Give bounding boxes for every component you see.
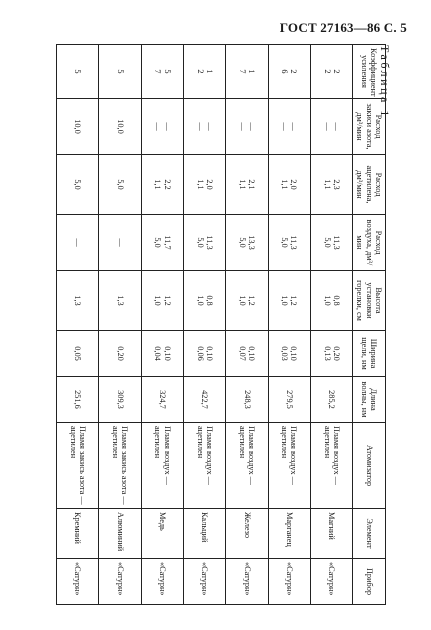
air-flow-cell <box>57 215 99 271</box>
air-flow-cell-value: 11,7 <box>162 235 172 250</box>
slit-width-cell-value: 0,20 <box>115 346 125 361</box>
gain-cell <box>226 45 268 99</box>
nitrous-oxide-flow-cell-value: — <box>280 122 290 131</box>
burner-height-cell <box>268 271 310 331</box>
nitrous-oxide-flow-cell-value: — <box>162 122 172 131</box>
wavelength-cell: 309,3 <box>99 377 141 423</box>
acetylene-flow-cell-value: 1,1 <box>322 179 332 190</box>
nitrous-oxide-flow-cell <box>310 99 352 155</box>
acetylene-flow-cell <box>99 155 141 215</box>
nitrous-oxide-flow-cell-value: — <box>204 122 214 131</box>
table-row <box>141 45 183 605</box>
burner-height-cell-value: 1,0 <box>153 295 163 306</box>
acetylene-flow-cell-value: 2,0 <box>204 179 214 190</box>
acetylene-flow-cell-value: 1,1 <box>195 179 205 190</box>
acetylene-flow-cell <box>141 155 183 215</box>
burner-height-cell <box>310 271 352 331</box>
wavelength-cell: 248,3 <box>226 377 268 423</box>
data-table <box>56 44 386 605</box>
slit-width-cell-value: 0,10 <box>289 346 299 361</box>
nitrous-oxide-flow-cell-value: — <box>237 122 247 131</box>
atomizer-cell: Пламя воздух — ацетилен <box>310 423 352 509</box>
nitrous-oxide-flow-cell-value: — <box>247 122 257 131</box>
burner-height-cell-value: 1,2 <box>247 295 257 306</box>
gain-cell <box>57 45 99 99</box>
gain-cell-value: 1 <box>247 69 257 74</box>
element-cell: Медь <box>141 509 183 559</box>
column-header: Расход закиси азота, дм³/мин <box>353 99 386 155</box>
acetylene-flow-cell-value: 1,1 <box>237 179 247 190</box>
air-flow-cell <box>141 215 183 271</box>
gain-cell <box>268 45 310 99</box>
burner-height-cell <box>99 271 141 331</box>
burner-height-cell-value: 0,8 <box>204 295 214 306</box>
air-flow-cell-value: 5,0 <box>153 237 163 248</box>
acetylene-flow-cell-value: 2,2 <box>162 179 172 190</box>
slit-width-cell-value: 0,13 <box>322 346 332 361</box>
device-cell: «Сатурн» <box>268 559 310 605</box>
burner-height-cell-value: 1,0 <box>280 295 290 306</box>
element-cell: Кремний <box>57 509 99 559</box>
gain-cell-value: 6 <box>280 69 290 74</box>
column-header: Длина волны, нм <box>353 377 386 423</box>
column-header: Коэффициент усиления <box>353 45 386 99</box>
burner-height-cell <box>183 271 225 331</box>
air-flow-cell-value: — <box>73 238 83 247</box>
nitrous-oxide-flow-cell-value: — <box>322 122 332 131</box>
element-cell: Алюминий <box>99 509 141 559</box>
table-row <box>268 45 310 605</box>
burner-height-cell-value: 0,8 <box>331 295 341 306</box>
acetylene-flow-cell-value: 1,1 <box>153 179 163 190</box>
nitrous-oxide-flow-cell-value: — <box>195 122 205 131</box>
device-cell: «Сатурн» <box>310 559 352 605</box>
column-header: Ширина щели, нм <box>353 331 386 377</box>
slit-width-cell <box>268 331 310 377</box>
gain-cell-value: 2 <box>322 69 332 74</box>
acetylene-flow-cell <box>57 155 99 215</box>
burner-height-cell-value: 1,3 <box>73 295 83 306</box>
wavelength-cell: 324,7 <box>141 377 183 423</box>
atomizer-cell: Пламя воздух — ацетилен <box>141 423 183 509</box>
slit-width-cell-value: 0,07 <box>237 346 247 361</box>
slit-width-cell-value: 0,10 <box>162 346 172 361</box>
column-header: Прибор <box>353 559 386 605</box>
air-flow-cell-value: 5,0 <box>195 237 205 248</box>
device-cell: «Сатурн» <box>99 559 141 605</box>
atomizer-cell: Пламя воздух — ацетилен <box>183 423 225 509</box>
gain-cell-value: 2 <box>195 69 205 74</box>
gain-cell-value: 7 <box>153 69 163 74</box>
acetylene-flow-cell-value: 1,1 <box>280 179 290 190</box>
air-flow-cell <box>99 215 141 271</box>
burner-height-cell-value: 1,0 <box>237 295 247 306</box>
element-cell: Железо <box>226 509 268 559</box>
slit-width-cell-value: 0,10 <box>204 346 214 361</box>
table-row <box>226 45 268 605</box>
nitrous-oxide-flow-cell-value: 10,0 <box>115 119 125 134</box>
slit-width-cell <box>226 331 268 377</box>
slit-width-cell <box>310 331 352 377</box>
air-flow-cell <box>183 215 225 271</box>
slit-width-cell-value: 0,03 <box>280 346 290 361</box>
table-row <box>183 45 225 605</box>
column-header: Расход воздуха, дм³/мин <box>353 215 386 271</box>
table-caption: Таблица 1 <box>378 45 392 119</box>
gain-cell-value: 5 <box>73 69 83 74</box>
device-cell: «Сатурн» <box>183 559 225 605</box>
slit-width-cell-value: 0,20 <box>331 346 341 361</box>
table-header-row <box>353 45 386 605</box>
nitrous-oxide-flow-cell-value: — <box>153 122 163 131</box>
wavelength-cell: 279,5 <box>268 377 310 423</box>
air-flow-cell <box>268 215 310 271</box>
air-flow-cell <box>310 215 352 271</box>
burner-height-cell-value: 1,2 <box>289 295 299 306</box>
nitrous-oxide-flow-cell <box>141 99 183 155</box>
wavelength-cell: 285,2 <box>310 377 352 423</box>
gain-cell-value: 5 <box>115 69 125 74</box>
slit-width-cell-value: 0,04 <box>153 346 163 361</box>
element-cell: Марганец <box>268 509 310 559</box>
wavelength-cell: 251,6 <box>57 377 99 423</box>
slit-width-cell <box>57 331 99 377</box>
column-header: Элемент <box>353 509 386 559</box>
gain-cell <box>141 45 183 99</box>
gain-cell-value: 1 <box>204 69 214 74</box>
page-header: ГОСТ 27163—86 С. 5 <box>279 20 407 35</box>
burner-height-cell-value: 1,3 <box>115 295 125 306</box>
air-flow-cell-value: 5,0 <box>322 237 332 248</box>
table-row <box>99 45 141 605</box>
element-cell: Магний <box>310 509 352 559</box>
gain-cell-value: 5 <box>162 69 172 74</box>
nitrous-oxide-flow-cell <box>268 99 310 155</box>
acetylene-flow-cell-value: 2,0 <box>289 179 299 190</box>
acetylene-flow-cell-value: 5,0 <box>73 179 83 190</box>
column-header: Высота установки горелки, см <box>353 271 386 331</box>
nitrous-oxide-flow-cell-value: — <box>289 122 299 131</box>
device-cell: «Сатурн» <box>226 559 268 605</box>
device-cell: «Сатурн» <box>141 559 183 605</box>
column-header: Расход ацетилена, дм³/мин <box>353 155 386 215</box>
slit-width-cell-value: 0,06 <box>195 346 205 361</box>
nitrous-oxide-flow-cell <box>99 99 141 155</box>
slit-width-cell <box>99 331 141 377</box>
nitrous-oxide-flow-cell-value: 10,0 <box>73 119 83 134</box>
slit-width-cell <box>183 331 225 377</box>
wavelength-cell: 422,7 <box>183 377 225 423</box>
gain-cell <box>310 45 352 99</box>
air-flow-cell-value: 13,3 <box>247 235 257 250</box>
acetylene-flow-cell-value: 2,3 <box>331 179 341 190</box>
atomizer-cell: Пламя воздух — ацетилен <box>268 423 310 509</box>
burner-height-cell <box>57 271 99 331</box>
air-flow-cell <box>226 215 268 271</box>
burner-height-cell <box>226 271 268 331</box>
air-flow-cell-value: 11,3 <box>331 235 341 250</box>
rotated-table-wrapper <box>56 44 386 604</box>
gain-cell-value: 2 <box>289 69 299 74</box>
table-row <box>310 45 352 605</box>
nitrous-oxide-flow-cell <box>183 99 225 155</box>
burner-height-cell-value: 1,0 <box>195 295 205 306</box>
air-flow-cell-value: 5,0 <box>237 237 247 248</box>
nitrous-oxide-flow-cell <box>57 99 99 155</box>
gain-cell <box>99 45 141 99</box>
table-body <box>57 45 353 605</box>
atomizer-cell: Пламя закись азота — ацетилен <box>57 423 99 509</box>
element-cell: Кальций <box>183 509 225 559</box>
atomizer-cell: Пламя воздух — ацетилен <box>226 423 268 509</box>
gain-cell-value: 2 <box>331 69 341 74</box>
air-flow-cell-value: 11,3 <box>289 235 299 250</box>
gain-cell-value: 7 <box>237 69 247 74</box>
slit-width-cell <box>141 331 183 377</box>
burner-height-cell-value: 1,2 <box>162 295 172 306</box>
nitrous-oxide-flow-cell-value: — <box>331 122 341 131</box>
burner-height-cell <box>141 271 183 331</box>
device-cell: «Сатурн» <box>57 559 99 605</box>
air-flow-cell-value: — <box>115 238 125 247</box>
acetylene-flow-cell <box>183 155 225 215</box>
atomizer-cell: Пламя закись азота — ацетилен <box>99 423 141 509</box>
acetylene-flow-cell-value: 5,0 <box>115 179 125 190</box>
air-flow-cell-value: 11,3 <box>204 235 214 250</box>
table-row <box>57 45 99 605</box>
gain-cell <box>183 45 225 99</box>
slit-width-cell-value: 0,05 <box>73 346 83 361</box>
burner-height-cell-value: 1,0 <box>322 295 332 306</box>
acetylene-flow-cell <box>226 155 268 215</box>
slit-width-cell-value: 0,10 <box>247 346 257 361</box>
acetylene-flow-cell-value: 2,1 <box>247 179 257 190</box>
column-header: Атомизатор <box>353 423 386 509</box>
nitrous-oxide-flow-cell <box>226 99 268 155</box>
acetylene-flow-cell <box>268 155 310 215</box>
acetylene-flow-cell <box>310 155 352 215</box>
air-flow-cell-value: 5,0 <box>280 237 290 248</box>
